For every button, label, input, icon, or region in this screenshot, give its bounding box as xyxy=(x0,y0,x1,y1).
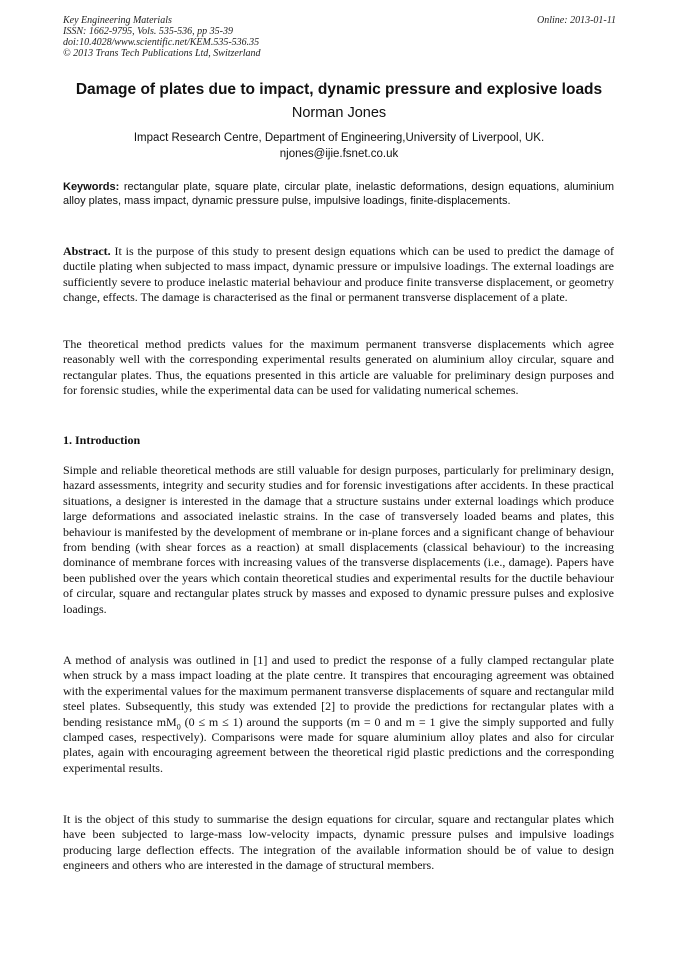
online-date: Online: 2013-01-11 xyxy=(537,15,616,26)
paper-author: Norman Jones xyxy=(291,105,387,121)
journal-doi: doi:10.4028/www.scientific.net/KEM.535-536.35 xyxy=(63,37,260,48)
abstract xyxy=(63,244,614,306)
abstract-label: Abstract. xyxy=(63,244,111,258)
journal-info xyxy=(63,15,616,59)
journal-copyright: © 2013 Trans Tech Publications Ltd, Switzerland xyxy=(63,48,261,59)
keywords-label: Keywords: xyxy=(63,181,120,193)
author-email: njones@ijie.fsnet.co.uk xyxy=(279,147,399,160)
abstract-text: It is the purpose of this study to present design equations which can be used to predict the damage of ductile plating when subjected to mass impact, dynamic pressure or impulsive loadings. The external loadings are sufficiently severe to produce inelastic material behaviour and produce finite transverse displacement, or geometry change, effects. The damage is characterised as the final or permanent transverse displacement of a plate. xyxy=(63,244,614,305)
intro-paragraph-2-part-a: A method of analysis was outlined in [1] and used to predict the response of a fully clamped rectangular plate when struck by a mass impact loading at the plate centre. It transpires that encouraging agreement was obtained with the experimental values for the maximum permanent transverse displacements of square and rectangular mild steel plates. Subsequently, this study was extended [2] to provide the predictions for rectangular plates with a bending resistance mM xyxy=(63,653,614,729)
author-affiliation-block xyxy=(0,131,678,162)
keywords-text: rectangular plate, square plate, circular plate, inelastic deformations, design equations, aluminium alloy plates, mass impact, dynamic pressure pulse, impulsive loadings, finite-displacements. xyxy=(63,181,614,207)
section-heading-introduction: 1. Introduction xyxy=(63,433,141,447)
intro-paragraph-2-part-b: (0 ≤ m ≤ 1) around the supports (m = 0 and m = 1 give the simply supported and fully clamped cases, respectively). Comparisons were made for square aluminium alloy plates and also for circular plates, again with encouraging agreement between the theoretical rigid plastic predictions and the corresponding experimental results. xyxy=(63,714,614,775)
journal-header xyxy=(63,15,616,59)
intro-paragraph-2 xyxy=(63,653,614,776)
keywords xyxy=(63,180,614,208)
subscript-zero: 0 xyxy=(176,722,181,732)
journal-name: Key Engineering Materials xyxy=(63,15,172,26)
intro-paragraph-3: It is the object of this study to summarise the design equations for circular, square and rectangular plates which have been subjected to large-mass low-velocity impacts, dynamic pressure pulses and impulsive loadings producing large deflection effects. The integration of the available information should be of value to design engineers and others who are interested in the damage of structural members. xyxy=(63,812,614,873)
theory-paragraph: The theoretical method predicts values for the maximum permanent transverse displacements which agree reasonably well with the corresponding experimental results generated on aluminium alloy circular, square and rectangular plates. Thus, the equations presented in this article are valuable for preliminary design purposes and for forensic studies, while the experimental data can be used for validating numerical schemes. xyxy=(63,337,614,398)
journal-issn: ISSN: 1662-9795, Vols. 535-536, pp 35-39 xyxy=(63,26,233,37)
intro-paragraph-1: Simple and reliable theoretical methods are still valuable for design purposes, particularly for preliminary design, hazard assessments, integrity and security studies and for forensic investigations after accidents. In these practical situations, a designer is interested in the damage that a structure sustains under external loadings which produce large deformations and associated inelastic strains. In the case of transversely loaded beams and plates, this behaviour is manifested by the development of membrane or in-plane forces and a significant change of behaviour from bending (with shear forces as a reaction) at small displacements (classical behaviour) to the increasing dominance of membrane forces with increasing values of the transverse displacements (i.e., damage). Papers have been published over the years which contain theoretical studies and experimental results for the ductile behaviour of circular, square and rectangular plates struck by masses and exposed to dynamic pressure pulses and explosive loadings. xyxy=(63,463,614,616)
paper-title: Damage of plates due to impact, dynamic pressure and explosive loads xyxy=(75,81,603,98)
affiliation: Impact Research Centre, Department of Engineering,University of Liverpool, UK. xyxy=(133,132,545,144)
